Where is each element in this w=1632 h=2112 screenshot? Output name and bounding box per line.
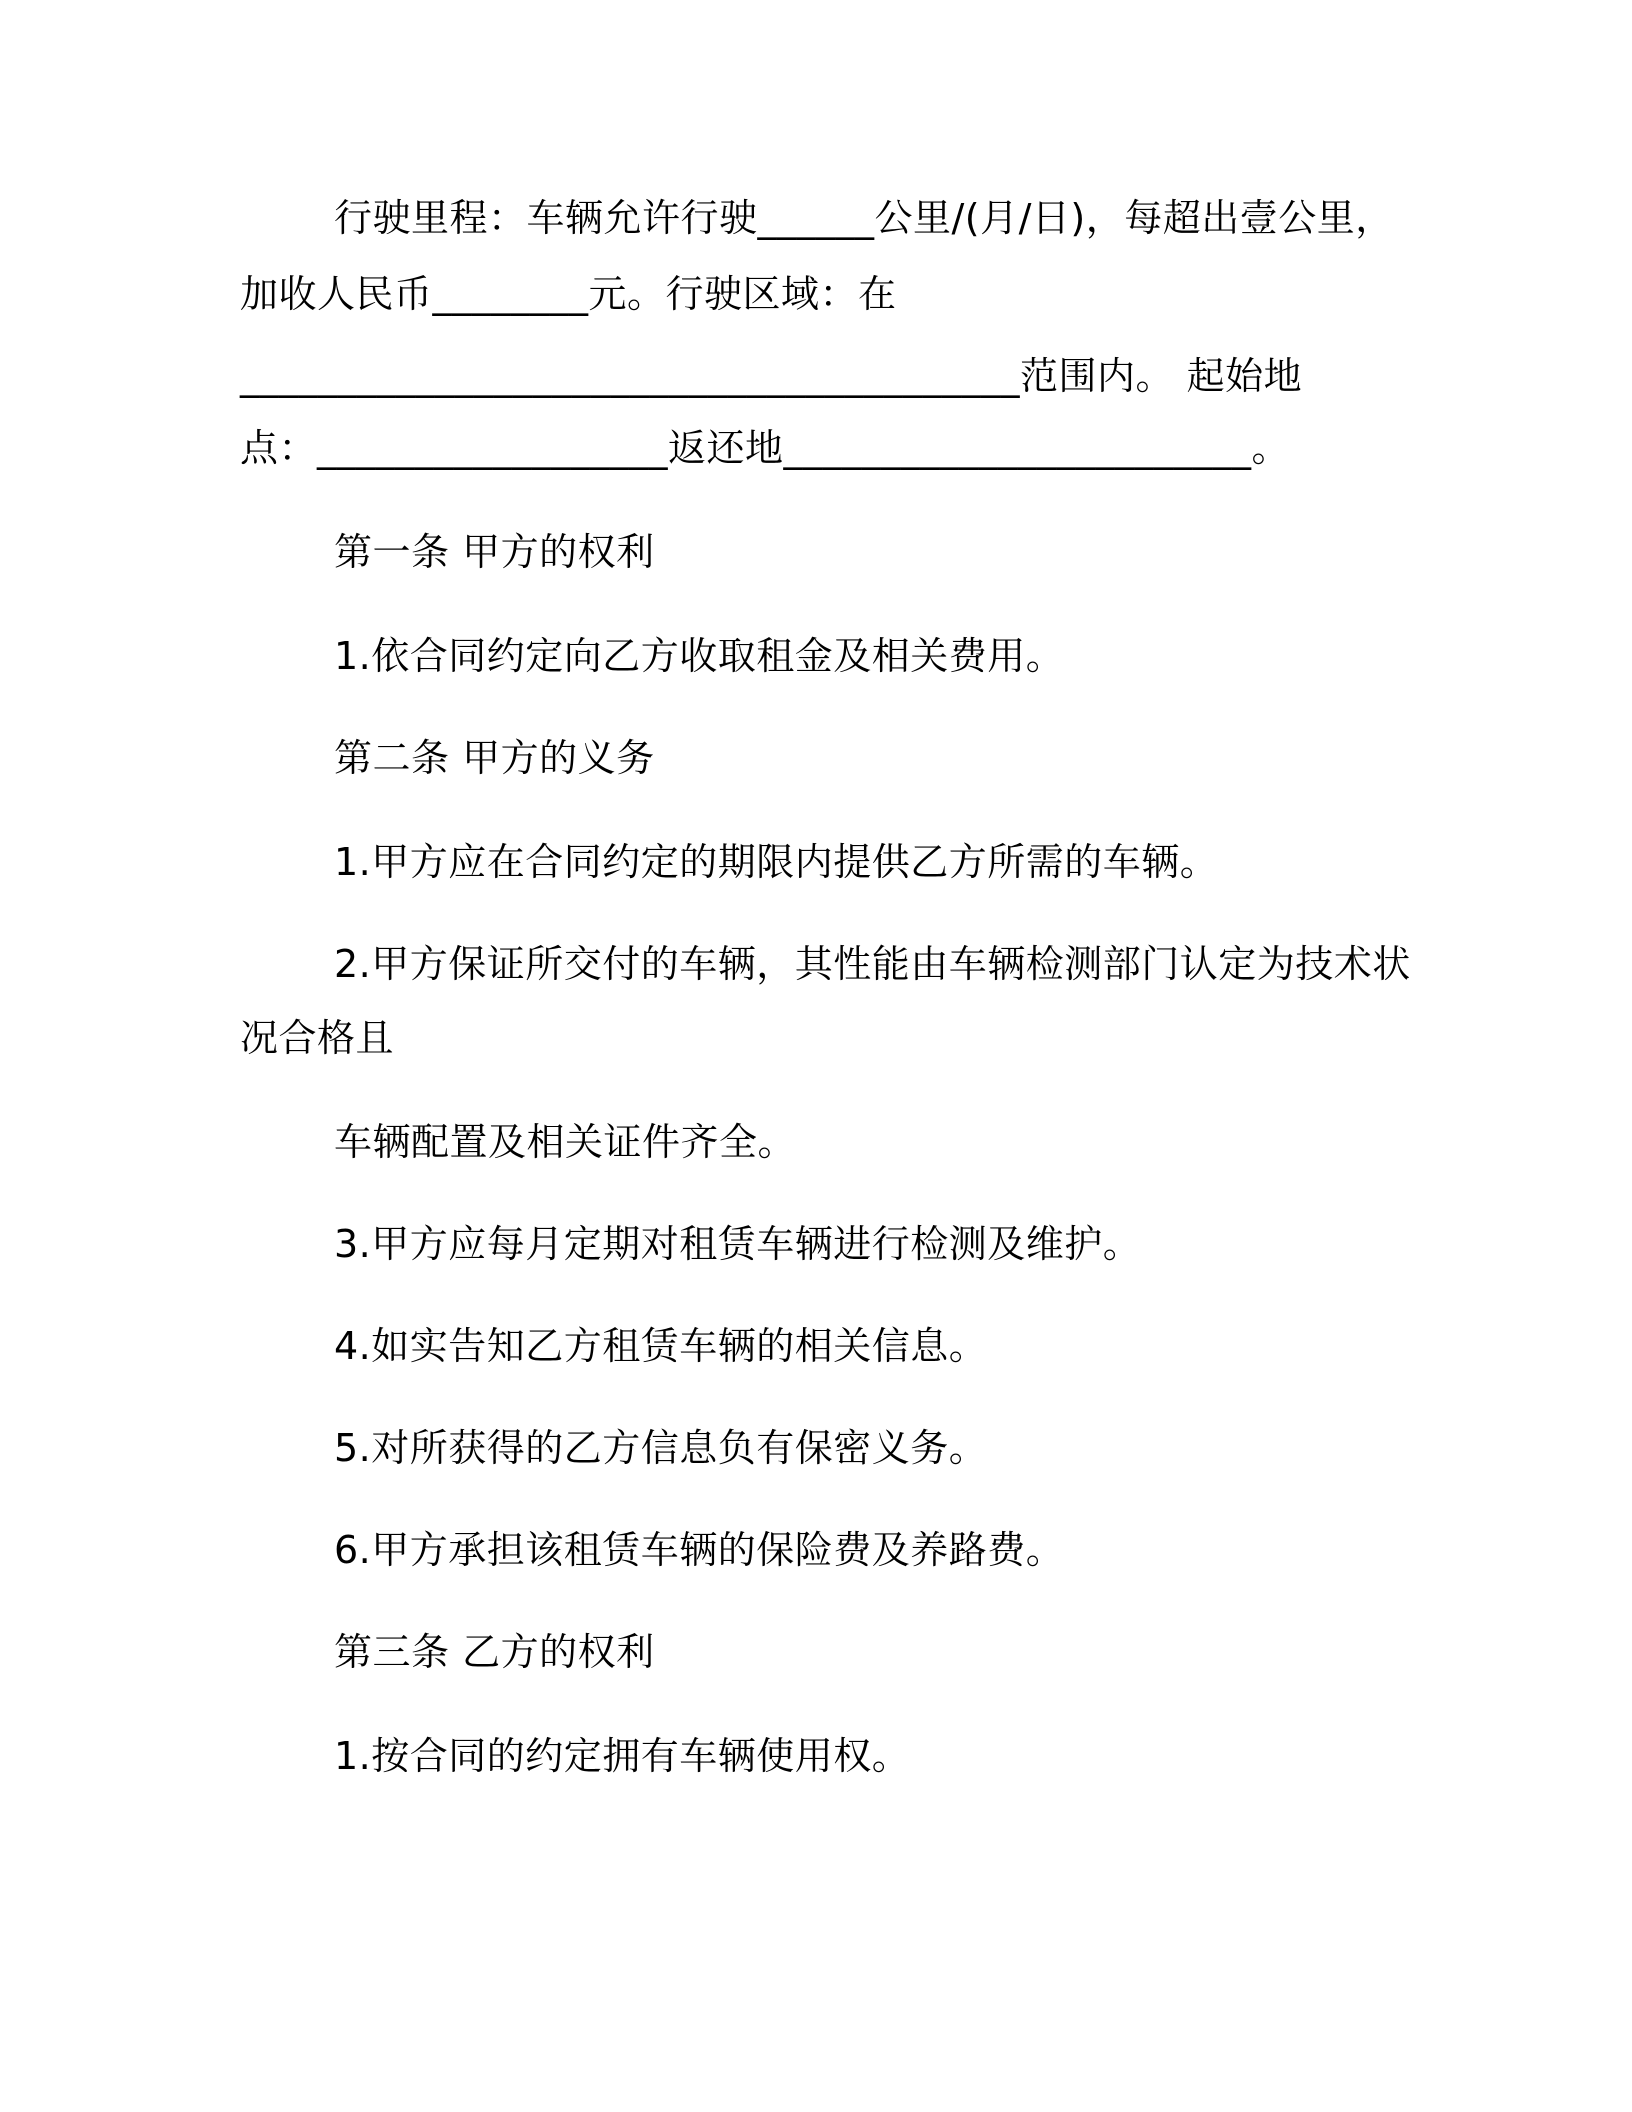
article-2-item-4: 4.如实告知乙方租赁车辆的相关信息。 xyxy=(334,1324,988,1368)
pickup-return-line: 点：__________________返还地________________________。 xyxy=(240,426,1291,470)
article-2-item-2: 2.甲方保证所交付的车辆，其性能由车辆检测部门认定为技术状 xyxy=(334,942,1411,986)
article-2-item-1: 1.甲方应在合同约定的期限内提供乙方所需的车辆。 xyxy=(334,840,1219,884)
article-2-item-6: 6.甲方承担该租赁车辆的保险费及养路费。 xyxy=(334,1528,1065,1572)
surcharge-line: 加收人民币________元。行驶区域：在 xyxy=(240,272,897,316)
article-2-item-5: 5.对所获得的乙方信息负有保密义务。 xyxy=(334,1426,988,1470)
article-1-item-1: 1.依合同约定向乙方收取租金及相关费用。 xyxy=(334,634,1065,678)
article-2-item-2-cont2: 车辆配置及相关证件齐全。 xyxy=(334,1120,797,1164)
article-3-heading: 第三条 乙方的权利 xyxy=(334,1630,655,1674)
article-1-heading: 第一条 甲方的权利 xyxy=(334,530,655,574)
article-2-item-3: 3.甲方应每月定期对租赁车辆进行检测及维护。 xyxy=(334,1222,1142,1266)
article-2-heading: 第二条 甲方的义务 xyxy=(334,736,655,780)
region-line: ________________________________________范围内。 起始地 xyxy=(240,354,1303,398)
mileage-line: 行驶里程：车辆允许行驶______公里/(月/日)，每超出壹公里， xyxy=(334,196,1394,240)
article-3-item-1: 1.按合同的约定拥有车辆使用权。 xyxy=(334,1734,911,1778)
article-2-item-2-cont: 况合格且 xyxy=(240,1016,395,1060)
